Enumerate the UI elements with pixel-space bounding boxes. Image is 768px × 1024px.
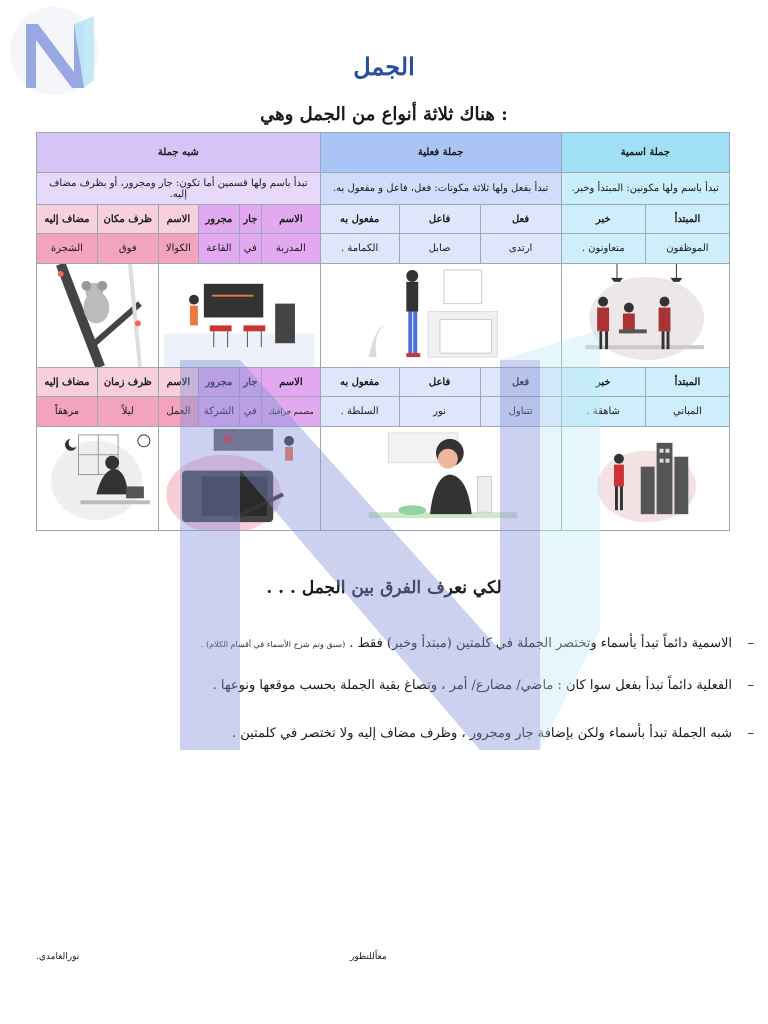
value-cell: الشركة (199, 397, 240, 427)
illustration-trainer-room (158, 264, 320, 368)
value-cell: الكوالا (158, 234, 199, 264)
desc-semi: تبدأ باسم ولها قسمين أما تكون: جار ومجرور، أو بظرف مضاف إليه. (37, 173, 321, 205)
label-cell: فاعل (399, 368, 480, 397)
value-cell: الكمامة . (320, 234, 399, 264)
label-cell: خبر (561, 368, 645, 397)
illustration-office-team (561, 264, 729, 368)
label-cell: فاعل (399, 205, 480, 234)
value-cell: متعاونون . (561, 234, 645, 264)
label-cell: ظرف مكان (97, 205, 158, 234)
section-heading: لكي نعرف الفرق بين الجمل . . . (266, 578, 502, 598)
label-cell: جار (239, 205, 261, 234)
label-cell: مضاف إليه (37, 368, 98, 397)
value-cell: القاعة (199, 234, 240, 264)
value-cell: الموظفون (645, 234, 729, 264)
label-cell: مفعول به (320, 368, 399, 397)
bullet-dash: – (747, 636, 754, 651)
illustration-buildings (561, 427, 729, 531)
header-nominal: جملة اسمية (561, 133, 729, 173)
label-cell: الاسم (262, 368, 321, 397)
sentence-types-table (36, 132, 730, 531)
bullet-note: (سبق وتم شرح الأسماء في أقسام الكلام) . (201, 640, 346, 649)
footer-slogan: معاًللتطور (350, 952, 387, 962)
label-cell: الاسم (158, 205, 199, 234)
label-cell: مجرور (199, 205, 240, 234)
illustration-designer-tablet (158, 427, 320, 531)
bullet-verbal (132, 678, 754, 693)
value-cell: السلطة . (320, 397, 399, 427)
bullet-semi (132, 726, 754, 741)
bullet-dash: – (747, 726, 754, 741)
label-cell: المبتدأ (645, 368, 729, 397)
label-cell: الاسم (262, 205, 321, 234)
value-cell: الشجرة (37, 234, 98, 264)
value-cell: مرهقاً (37, 397, 98, 427)
illustration-masked-man (320, 264, 561, 368)
label-cell: المبتدأ (645, 205, 729, 234)
bullet-nominal (132, 636, 754, 651)
desc-verbal: تبدأ بفعل ولها ثلاثة مكونات: فعل، فاعل و مفعول به. (320, 173, 561, 205)
bullet-text: الفعلية دائماً تبدأ بفعل سوا كان : ماضي/ مضارع/ أمر ، وتصاغ بقية الجملة بحسب موقعها ونوعها . (212, 678, 732, 693)
logo-n-icon (4, 6, 104, 96)
value-cell: نور (399, 397, 480, 427)
value-cell: في (239, 234, 261, 264)
label-cell: مجرور (199, 368, 240, 397)
value-cell: ليلاً (97, 397, 158, 427)
header-verbal: جملة فعلية (320, 133, 561, 173)
label-cell: خبر (561, 205, 645, 234)
bullet-text: شبه الجملة تبدأ بأسماء ولكن بإضافة جار ومجرور ، وظرف مضاف إليه ولا تختصر في كلمتين . (231, 726, 732, 741)
label-cell: ظرف زمان (97, 368, 158, 397)
label-cell: الاسم (158, 368, 199, 397)
intro-text: هناك ثلاثة أنواع من الجمل وهي : (260, 104, 508, 125)
value-cell: العمل (158, 397, 199, 427)
value-cell: المدربة (262, 234, 321, 264)
value-cell: المباني (645, 397, 729, 427)
value-cell: صابل (399, 234, 480, 264)
illustration-woman-eating (320, 427, 561, 531)
bullet-text: الاسمية دائماً تبدأ بأسماء وتختصر الجملة في كلمتين (مبتدأ وخبر) فقط . (349, 636, 732, 651)
label-cell: مضاف إليه (37, 205, 98, 234)
value-cell: شاهقة . (561, 397, 645, 427)
page-title: الجمل (353, 52, 415, 81)
header-semi: شبه جملة (37, 133, 321, 173)
label-cell: فعل (480, 205, 561, 234)
value-cell: مصمم جرافيك (262, 397, 321, 427)
value-cell: فوق (97, 234, 158, 264)
desc-nominal: تبدأ باسم ولها مكونين: المبتدأ وخبر. (561, 173, 729, 205)
label-cell: مفعول به (320, 205, 399, 234)
illustration-tired-worker (37, 427, 159, 531)
illustration-koala-tree (37, 264, 159, 368)
value-cell: تتناول (480, 397, 561, 427)
value-cell: ارتدى (480, 234, 561, 264)
bullet-dash: – (747, 678, 754, 693)
value-cell: في (239, 397, 261, 427)
label-cell: جار (239, 368, 261, 397)
label-cell: فعل (480, 368, 561, 397)
footer-author: نورالغامدي. (36, 952, 80, 962)
